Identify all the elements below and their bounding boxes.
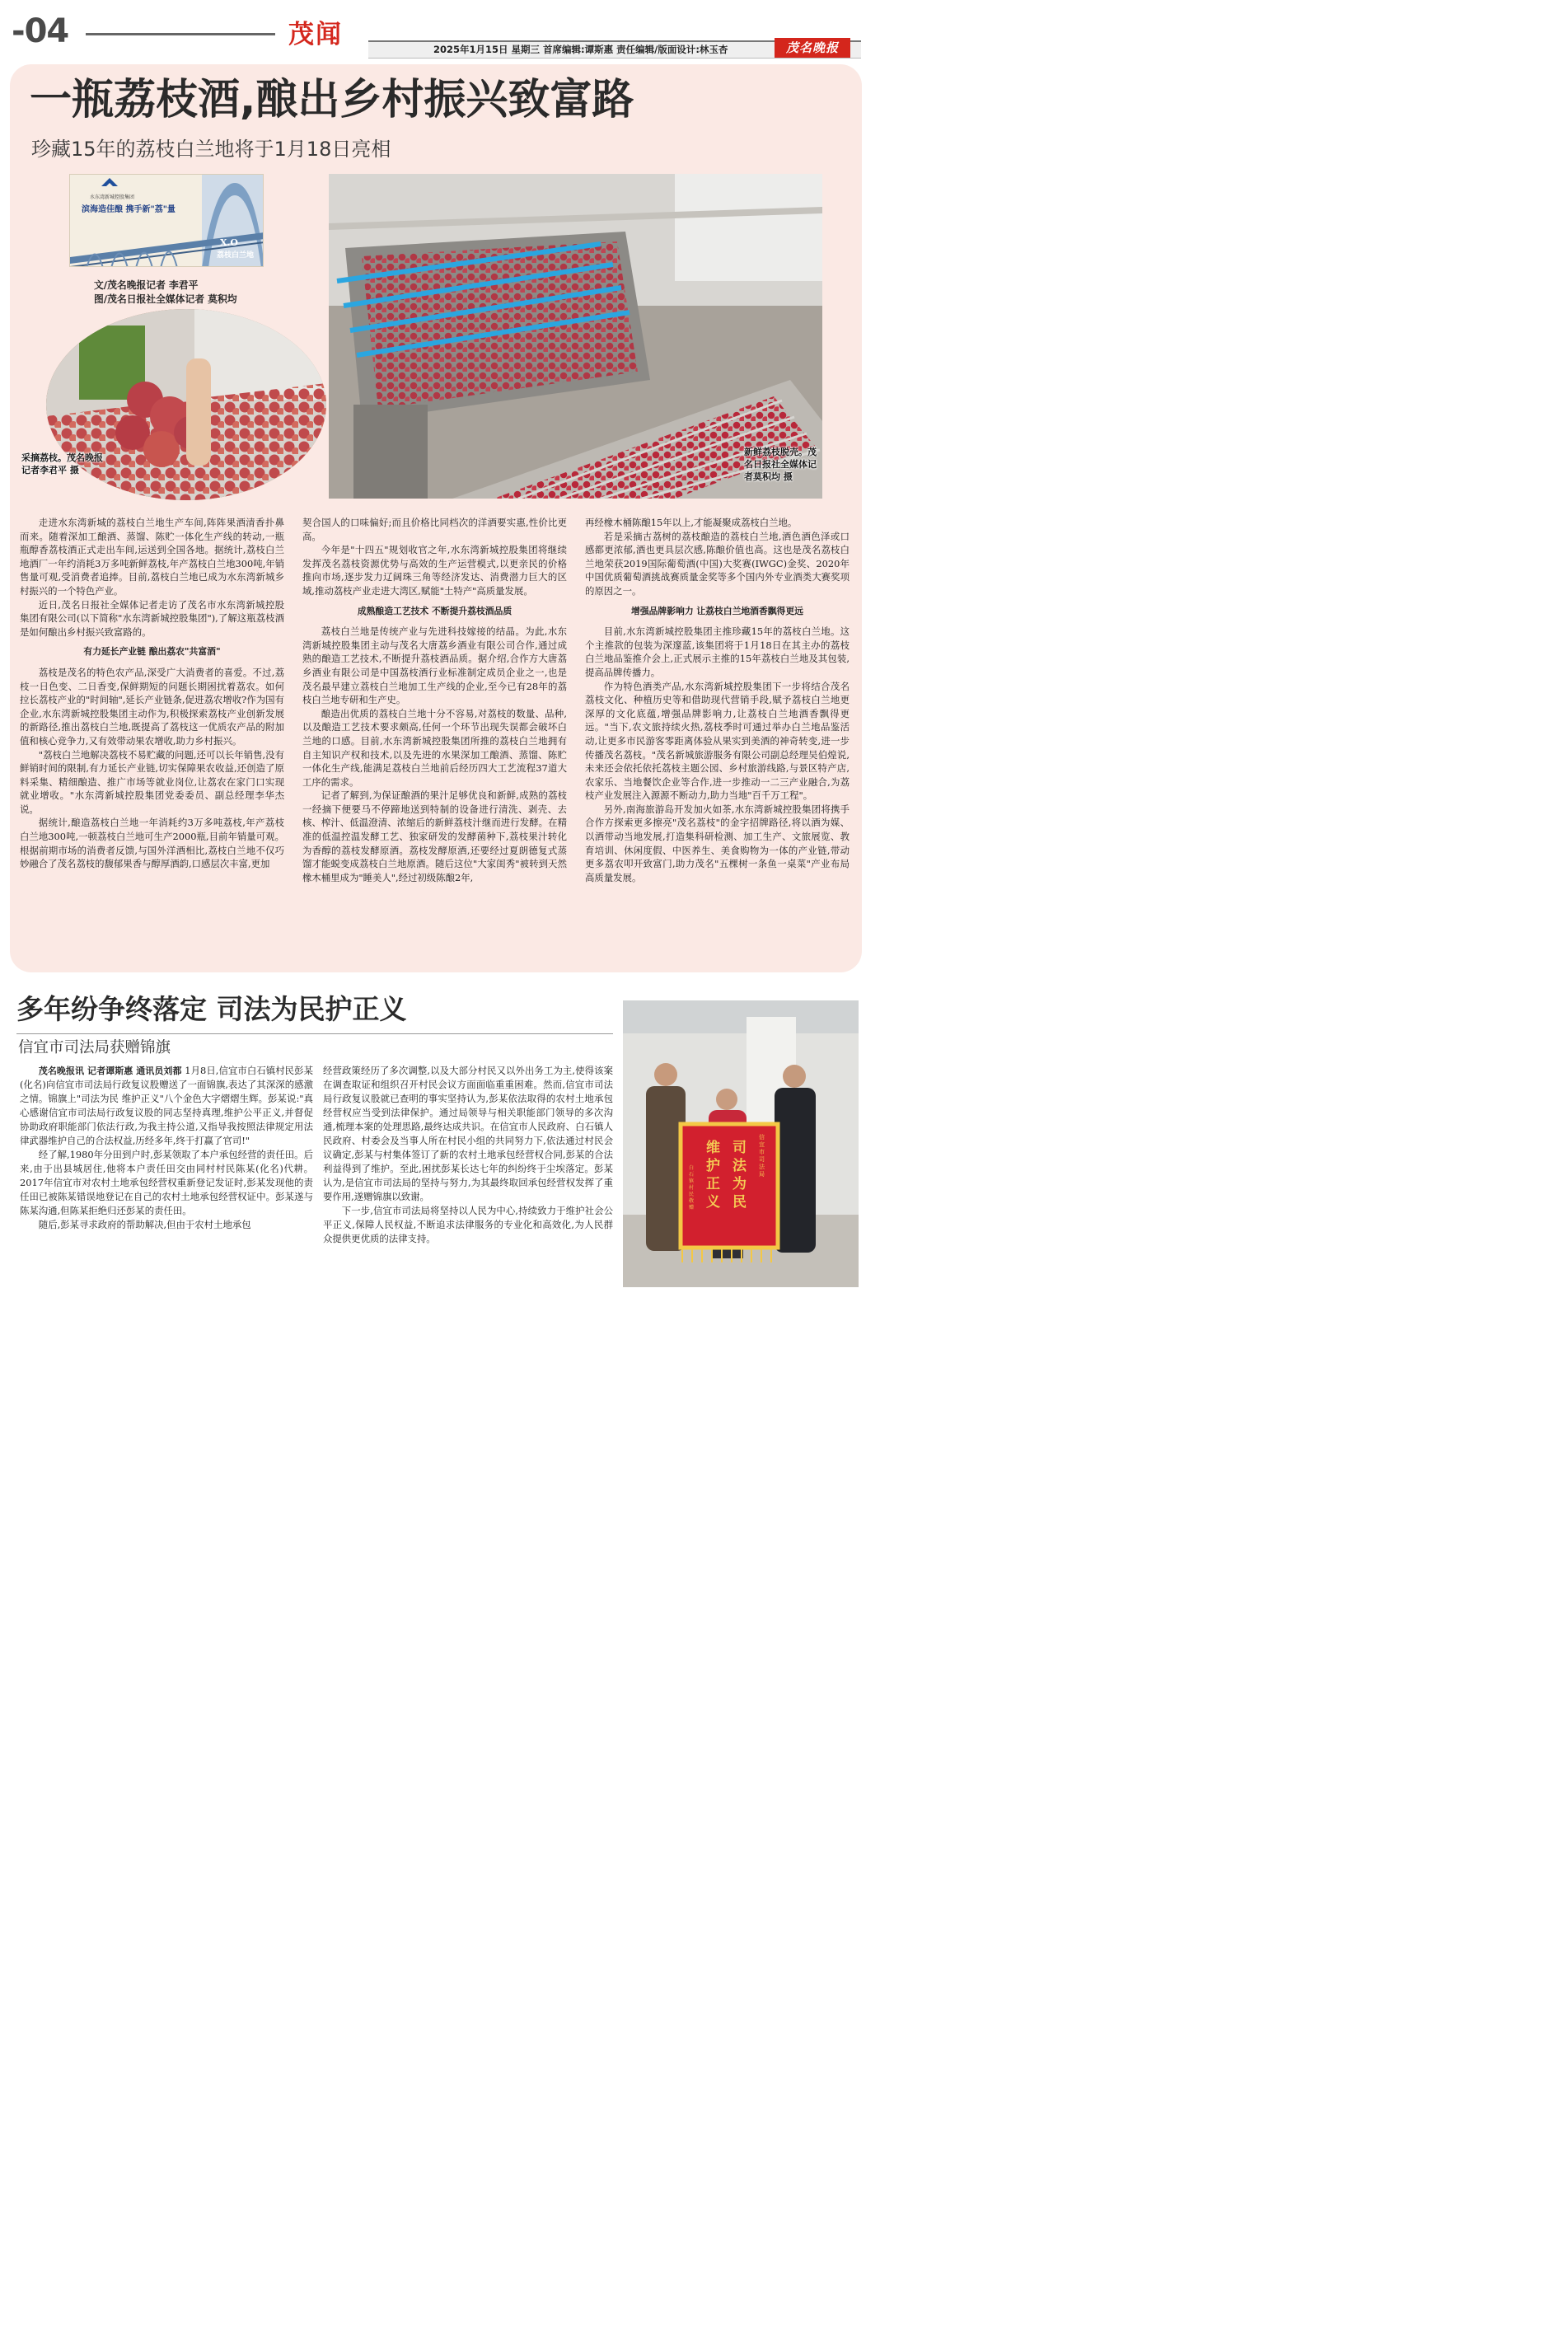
paragraph: 记者了解到,为保证酿酒的果汁足够优良和新鲜,成熟的荔枝一经摘下便要马不停蹄地送到特制的设备进行清洗、剥壳、去核、榨汁、低温澄清、浓缩后的新鲜荔枝汁继而进行发酵。在精准的低温控温发酵工艺、独家研发的发酵菌种下,荔枝果汁转化为香醇的荔枝发酵原酒。荔枝发酵原酒,还要经过夏朗德复式蒸馏才能蜕变成荔枝白兰地原酒。随后这位"大家闺秀"被转到天然橡木桶里成为"睡美人",经过初级陈酿2年, <box>302 789 567 883</box>
section-char-1: 茂 <box>288 20 314 49</box>
logo-company: 水东湾新城控股集团 <box>90 194 135 200</box>
photo-caption-processing: 新鲜荔枝脱壳。茂名日报社全媒体记者莫积均 摄 <box>744 447 817 482</box>
article1-column-1 <box>20 516 284 871</box>
paragraph <box>20 1064 313 1148</box>
article1-column-3 <box>585 516 850 884</box>
paragraph: 契合国人的口味偏好;而且价格比同档次的洋酒要实惠,性价比更高。 <box>302 517 567 542</box>
article2-subheadline: 信宜市司法局获赠锦旗 <box>18 1039 171 1056</box>
paragraph: 下一步,信宜市司法局将坚持以人民为中心,持续致力于维护社会公平正义,保障人民权益,不断追求法律服务的专业化和高效化,为人民群众提供更优质的法律支持。 <box>323 1205 613 1244</box>
logo-product: 荔枝白兰地 <box>217 251 255 260</box>
banner-text-side-left: 白石镇村民敬赠 <box>689 1165 695 1211</box>
headline: 一瓶荔枝酒,酿出乡村振兴致富路 <box>30 76 634 124</box>
paragraph: 经了解,1980年分田到户时,彭某领取了本户承包经营的责任田。后来,由于出县城居住,他将本户责任田交由同村村民陈某(化名)代耕。2017年信宜市对农村土地承包经营权重新登记发证时,彭某发现他的责任田已被陈某错误地登记在自己的农村土地承包经营权证中。彭某遂与陈某沟通,但陈某拒绝归还彭某的责任田。 <box>20 1149 313 1216</box>
paragraph: 荔枝是茂名的特色农产品,深受广大消费者的喜爱。不过,荔枝一日色变、二日香变,保鲜期短的问题长期困扰着荔农。如何拉长荔枝产业的"时间轴",延长产业链条,促进荔农增收?作为国有企业,水东湾新城控股集团主动作为,积极探索荔枝产业创新发展的新路径,推出荔枝白兰地,既提高了荔枝这一优质农产品的附加值和核心竞争力,又有效带动果农增收,助力乡村振兴。 <box>20 666 284 747</box>
paragraph: 随后,彭某寻求政府的帮助解决,但由于农村土地承包 <box>38 1219 251 1230</box>
paragraph: 再经橡木桶陈酿15年以上,才能凝聚成荔枝白兰地。 <box>585 517 798 528</box>
article2-headline: 多年纷争终落定 司法为民护正义 <box>16 993 407 1025</box>
paragraph: 作为特色酒类产品,水东湾新城控股集团下一步将结合茂名荔枝文化、种植历史等和借助现代营销手段,赋予荔枝白兰地更深厚的文化底蕴,增强品牌影响力,让荔枝白兰地酒香飘得更远。"当下,农文旅持续火热,荔枝季时可通过举办白兰地品鉴活动,让更多市民游客零距离体验从果实到美酒的神奇转变,进一步传播茂名荔枝。"茂名新城旅游服务有限公司副总经理吴伯煌说,未来还会依托依托荔枝主题公园、乡村旅游线路,与景区特产店,农家乐、当地餐饮企业等合作,进一步推动一二三产业融合,为荔枝产业发展注入源源不断动力,助力当地"百千万工程"。 <box>585 680 850 802</box>
paragraph: 据统计,酿造荔枝白兰地一年消耗约3万多吨荔枝,年产荔枝白兰地300吨,一顿荔枝白兰地可生产2000瓶,目前年销量可观。根据前期市场的消费者反馈,与国外洋酒相比,荔枝白兰地不仅巧妙融合了茂名荔枝的馥郁果香与醇厚酒韵,口感层次丰富,更加 <box>20 817 284 870</box>
paragraph: 酿造出优质的荔枝白兰地十分不容易,对荔枝的数量、品种,以及酿造工艺技术要求颇高,任何一个环节出现失误都会破坏白兰地的口感。目前,水东湾新城控股集团所推的荔枝白兰地拥有自主知识产权和技术,以及先进的水果深加工酿酒、蒸馏、陈贮一体化生产线,能满足荔枝白兰地前后经历四大工艺流程37道大工序的需求。 <box>302 707 567 788</box>
brand-logo-image <box>69 174 264 267</box>
article1-column-2 <box>302 516 567 884</box>
dateline-byline: 茂名晚报讯 记者谭斯惠 通讯员刘都 <box>38 1066 182 1076</box>
subhead: 成熟酿造工艺技术 不断提升荔枝酒品质 <box>357 605 513 616</box>
paragraph: 近日,茂名日报社全媒体记者走访了茂名市水东湾新城控股集团有限公司(以下简称"水东湾新城控股集团"),了解这瓶荔枝酒是如何酿出乡村振兴致富路的。 <box>20 598 284 638</box>
paragraph: 目前,水东湾新城控股集团主推珍藏15年的荔枝白兰地。这个主推款的包装为深邃蓝,该集团将于1月18日在其主办的荔枝白兰地品鉴推介会上,正式展示主推的15年荔枝白兰地及其包装,提高品牌传播力。 <box>585 625 850 678</box>
page-number: -04 <box>12 12 69 50</box>
paragraph: "荔枝白兰地解决荔枝不易贮藏的问题,还可以长年销售,没有鲜销时间的限制,有力延长产业链,切实保障果农收益,还创造了原料采集、精细酿造、推广市场等就业岗位,让荔农在家门口实现就业增收。"水东湾新城控股集团党委委员、副总经理李华杰说。 <box>20 748 284 815</box>
subheadline: 珍藏15年的荔枝白兰地将于1月18日亮相 <box>31 138 391 161</box>
byline-text: 文/茂名晚报记者 李君平 <box>94 279 199 291</box>
photo-caption-picking: 采摘荔枝。茂名晚报记者李君平 摄 <box>21 452 103 475</box>
subhead: 增强品牌影响力 让荔枝白兰地酒香飘得更远 <box>631 605 803 616</box>
paragraph: 另外,南海旅游岛开发加火如茶,水东湾新城控股集团将携手合作方探索更多擦亮"茂名荔枝"的金字招牌路径,将以酒为媒、以酒带动当地发展,打造集科研检测、加工生产、文旅展览、教育培训、休闲度假、中医养生、美食购物为一体的产业链,带动更多荔农叩开致富门,助力茂名"五棵树一条鱼一桌菜"产业布局高质量发展。 <box>585 803 850 883</box>
masthead-logo: 茂名晚报 <box>775 38 850 58</box>
paragraph-text: 1月8日,信宜市白石镇村民彭某(化名)向信宜市司法局行政复议股赠送了一面锦旗,表达了其深深的感激之情。锦旗上"司法为民 维护正义"八个金色大字熠熠生辉。彭某说:"真心感谢信宜市司法局行政复议股的同志坚持真理,维护公平正义,并督促协助政府职能部门依法行政,为我主持公道,又指导我按照法律规定用法律武器维护自己的合法权益,历经多年,终于打赢了官司!" <box>20 1065 313 1146</box>
paragraph: 走进水东湾新城的荔枝白兰地生产车间,阵阵果酒清香扑鼻而来。随着深加工酿酒、蒸馏、陈贮一体化生产线的转动,一瓶瓶醇香荔枝酒正式走出车间,运送到全国各地。据统计,荔枝白兰地酒厂一年约消耗3万多吨新鲜荔枝,年产荔枝白兰地300吨,年销售量可观,受消费者追捧。目前,荔枝白兰地已成为水东湾新城乡村振兴的一个特色产业。 <box>20 517 284 597</box>
section-label <box>288 18 341 51</box>
header-rule-left <box>86 33 275 35</box>
lychee-processing-photo <box>329 174 822 499</box>
headline-rule <box>16 1033 613 1034</box>
banner-text-side-right: 信宜市司法局 <box>759 1134 765 1178</box>
logo-brand: X.O <box>220 237 238 248</box>
article2-column-1 <box>20 1064 313 1232</box>
section-char-2: 闻 <box>316 20 341 49</box>
banner-text-main-1: 司法为民 <box>733 1140 747 1211</box>
subhead: 有力延长产业链 酿出荔农"共富酒" <box>83 646 221 658</box>
article2-column-2 <box>323 1064 613 1246</box>
paragraph: 若是采摘古荔树的荔枝酿造的荔枝白兰地,酒色酒色泽或口感都更浓郁,酒也更具层次感,陈酿价值也高。这也是茂名荔枝白兰地荣获2019国际葡萄酒(中国)大奖赛(IWGC)金奖、2020年中国优质葡萄酒挑战赛质量金奖等多个国内外专业酒类大赛奖项的原因之一。 <box>585 530 850 597</box>
logo-slogan: 滨海造佳酿 携手新"荔"量 <box>82 205 176 214</box>
banner-presentation-photo <box>623 1000 859 1287</box>
dateline: 2025年1月15日 星期三 首席编辑:谭斯惠 责任编辑/版面设计:林玉杏 <box>433 44 728 55</box>
banner-text-main-2: 维护正义 <box>706 1140 720 1211</box>
paragraph: 经营政策经历了多次调整,以及大部分村民又以外出务工为主,使得该案在调查取证和组织召开村民会议方面面临重重困难。然而,信宜市司法局行政复议股就已查明的事实坚持认为,彭某依法取得的农村土地承包经营权应当受到法律保护。通过局领导与相关职能部门领导的多次沟通,梳理本案的处理思路,最终达成共识。在信宜市人民政府、白石镇人民政府、村委会及当事人所在村民小组的共同努力下,依法通过村民会议确定,彭某与村集体签订了新的农村土地承包经营权合同,彭某的合法利益得到了维护。至此,困扰彭某长达七年的纠纷终于尘埃落定。彭某认为,是信宜市司法局的坚持与努力,为其最终取回承包经营权发挥了重要作用,遂赠锦旗以致谢。 <box>323 1065 613 1202</box>
paragraph: 今年是"十四五"规划收官之年,水东湾新城控股集团将继续发挥茂名荔枝资源优势与高效的生产运营模式,以更亲民的价格推向市场,逐步发力辽阔珠三角等经济发达、消费潜力巨大的区域,推动荔枝产业走进大湾区,赋能"土特产"高质量发展。 <box>302 544 567 597</box>
byline-photo: 图/茂名日报社全媒体记者 莫积均 <box>94 293 237 305</box>
paragraph: 荔枝白兰地是传统产业与先进科技嫁接的结晶。为此,水东湾新城控股集团主动与茂名大唐荔乡酒业有限公司合作,通过成熟的酿造工艺技术,不断提升荔枝酒品质。据介绍,合作方大唐荔乡酒业有限公司是中国荔枝酒行业标准制定成员企业之一,也是茂名最早建立荔枝白兰地加工生产线的企业,至今已有28年的荔枝白兰地专研和生产史。 <box>302 625 567 706</box>
